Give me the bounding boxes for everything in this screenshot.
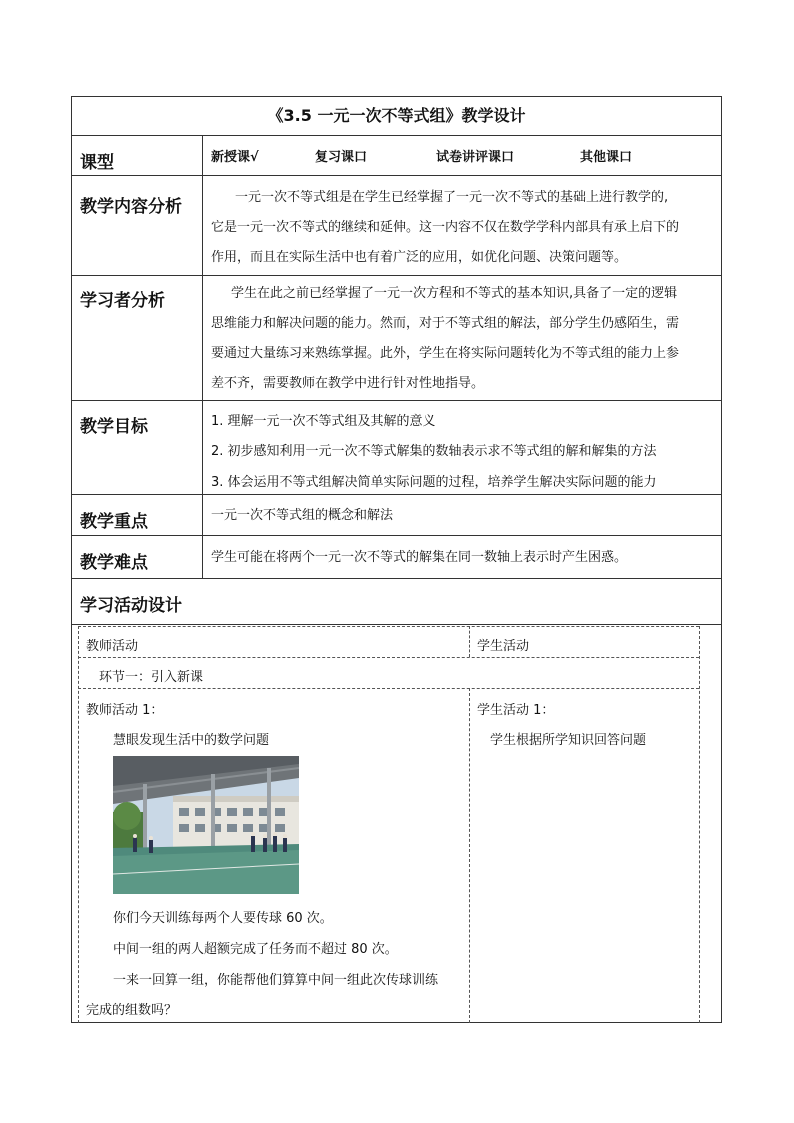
objective-item: 1. 理解一元一次不等式组及其解的意义 xyxy=(211,414,436,429)
objectives-label: 教学目标 xyxy=(80,417,148,437)
course-type-label: 课型 xyxy=(80,153,114,173)
key-points-text: 一元一次不等式组的概念和解法 xyxy=(211,508,394,523)
course-type-other: 其他课口 xyxy=(580,150,633,165)
content-analysis-line: 作用，而且在实际生活中也有着广泛的应用，如优化问题、决策问题等。 xyxy=(211,250,628,265)
row-divider xyxy=(71,275,722,276)
teacher-line: 你们今天训练每两个人要传球 60 次。 xyxy=(113,911,333,926)
student-activity-header: 学生活动 xyxy=(477,639,530,654)
page-title: 《3.5 一元一次不等式组》教学设计 xyxy=(267,106,526,125)
inner-table-border xyxy=(469,688,470,1023)
section-title: 环节一：引入新课 xyxy=(99,670,204,685)
basketball-court-photo xyxy=(113,756,299,894)
student-activity-text: 学生根据所学知识回答问题 xyxy=(490,733,647,748)
course-type-review: 复习课口 xyxy=(315,150,368,165)
inner-table-border xyxy=(699,626,700,1023)
row-divider xyxy=(71,400,722,401)
difficulties-label: 教学难点 xyxy=(80,553,148,573)
inner-table-border xyxy=(78,626,699,627)
content-analysis-line: 一元一次不等式组是在学生已经掌握了一元一次不等式的基础上进行教学的, xyxy=(235,190,669,205)
content-analysis-line: 它是一元一次不等式的继续和延伸。这一内容不仅在数学学科内部具有承上启下的 xyxy=(211,220,680,235)
row-divider xyxy=(71,135,722,136)
teacher-line: 一来一回算一组，你能帮他们算算中间一组此次传球训练 xyxy=(113,973,439,988)
row-divider xyxy=(71,578,722,579)
objective-item: 3. 体会运用不等式组解决简单实际问题的过程，培养学生解决实际问题的能力 xyxy=(211,475,657,490)
row-divider xyxy=(71,494,722,495)
key-points-label: 教学重点 xyxy=(80,512,148,532)
teacher-activity-title: 教师活动 1： xyxy=(86,703,164,718)
inner-table-border xyxy=(78,657,699,658)
learner-analysis-label: 学习者分析 xyxy=(80,291,165,311)
row-divider xyxy=(71,175,722,176)
learner-analysis-line: 要通过大量练习来熟练掌握。此外，学生在将实际问题转化为不等式组的能力上参 xyxy=(211,346,680,361)
learner-analysis-line: 思维能力和解决问题的能力。然而，对于不等式组的解法，部分学生仍感陌生，需 xyxy=(211,316,680,331)
column-divider xyxy=(202,135,203,578)
inner-table-border xyxy=(78,626,79,1023)
learner-analysis-line: 学生在此之前已经掌握了一元一次方程和不等式的基本知识,具备了一定的逻辑 xyxy=(231,286,678,301)
activity-design-label: 学习活动设计 xyxy=(80,596,182,616)
content-analysis-label: 教学内容分析 xyxy=(80,197,182,217)
inner-table-border xyxy=(78,688,699,689)
inner-table-border xyxy=(469,626,470,657)
difficulties-text: 学生可能在将两个一元一次不等式的解集在同一数轴上表示时产生困惑。 xyxy=(211,550,628,565)
course-type-exam-review: 试卷讲评课口 xyxy=(436,150,515,165)
teacher-activity-subtitle: 慧眼发现生活中的数学问题 xyxy=(113,733,270,748)
teacher-last-line: 完成的组数吗？ xyxy=(86,1003,178,1018)
row-divider xyxy=(71,535,722,536)
learner-analysis-line: 差不齐，需要教师在教学中进行针对性地指导。 xyxy=(211,376,485,391)
student-activity-title: 学生活动 1： xyxy=(477,703,555,718)
teacher-line: 中间一组的两人超额完成了任务而不超过 80 次。 xyxy=(113,942,398,957)
row-divider xyxy=(71,624,722,625)
course-type-new: 新授课√ xyxy=(211,150,259,165)
teacher-activity-header: 教师活动 xyxy=(86,639,139,654)
objective-item: 2. 初步感知利用一元一次不等式解集的数轴表示求不等式组的解和解集的方法 xyxy=(211,444,657,459)
